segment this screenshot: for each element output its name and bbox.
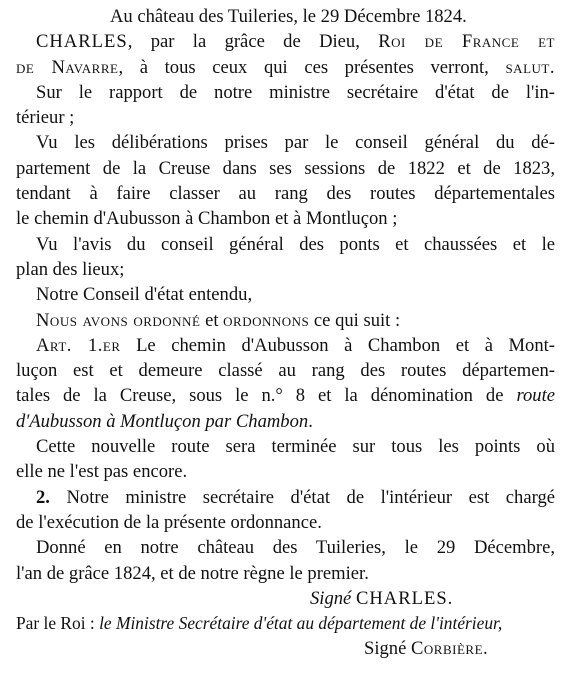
salut: salut. <box>505 56 555 78</box>
article1-label: Art. 1.er <box>36 334 121 356</box>
article1-text-3: tales de la Creuse, sous le n.° 8 et la dénomination de <box>16 385 504 407</box>
article2-line-2: de l'exécution de la présente ordonnance. <box>16 511 322 533</box>
article1-line-1 <box>16 333 555 358</box>
rapport-line-2: térieur ; <box>16 107 75 129</box>
deliberations-line-1: Vu les délibérations prises par le conseil général du dé- <box>36 132 555 154</box>
article1-end: . <box>308 410 313 432</box>
article1-italic-4: d'Aubusson à Montluçon par Chambon <box>16 410 309 432</box>
date-heading: Au château des Tuileries, le 29 Décembre 1824. <box>110 6 467 27</box>
signature-minister <box>16 636 555 661</box>
preamble-text-1: , par la grâce de Dieu, <box>127 31 360 53</box>
deliberations-line-3: tendant à faire classer au rang des routes départementales <box>16 183 555 205</box>
deliberations-line-4: le chemin d'Aubusson à Chambon et à Montluçon ; <box>16 208 398 230</box>
ministre-title: le Ministre Secrétaire d'état au département de l'intérieur, <box>99 613 503 634</box>
royal-title-2: de Navarre <box>16 56 119 78</box>
royal-title-1: Roi de France et <box>378 31 555 53</box>
deliberations-line-2: partement de la Creuse dans ses sessions de 1822 et de 1823, <box>16 157 555 179</box>
avis-line-2: plan des lieux; <box>16 258 125 280</box>
signature-name-minister: Corbière. <box>411 638 489 660</box>
ordonnons: ordonnons <box>223 309 310 331</box>
ordonne-line <box>16 308 555 333</box>
route-line-1: Cette nouvelle route sera terminée sur tous les points où <box>36 436 555 458</box>
article1-line-3 <box>16 383 555 408</box>
king-name: CHARLES <box>36 31 128 53</box>
donne-line-2: l'an de grâce 1824, et de notre règne le premier. <box>16 562 369 584</box>
signature-king <box>16 586 555 611</box>
article1-text-1: Le chemin d'Aubusson à Chambon et à Mont- <box>136 334 555 356</box>
route-line-2: elle ne l'est pas encore. <box>16 461 188 483</box>
preamble-text-2: , à tous ceux qui ces présentes verront, <box>118 56 489 78</box>
signe-label-1: Signé <box>310 587 352 609</box>
conseil-line: Notre Conseil d'état entendu, <box>36 284 253 306</box>
article1-line-2: luçon est et demeure classé au rang des routes départemen- <box>16 360 555 382</box>
par-le-roi: Par le Roi : <box>16 613 95 634</box>
ordonne-lead: Nous avons ordonné <box>36 309 201 331</box>
article2-text-1: Notre ministre secrétaire d'état de l'intérieur est chargé <box>66 486 556 508</box>
signe-label-2: Signé <box>364 638 407 660</box>
ordonne-tail: ce qui suit : <box>313 309 401 331</box>
preamble-line-2 <box>16 55 555 80</box>
avis-line-1: Vu l'avis du conseil général des ponts et chaussées et le <box>36 233 555 255</box>
article1-italic-3: route <box>516 385 555 407</box>
rapport-line-1: Sur le rapport de notre ministre secrétaire d'état de l'in- <box>36 81 555 103</box>
article2-number: 2. <box>36 486 50 508</box>
donne-line-1: Donné en notre château des Tuileries, le 29 Décembre, <box>36 537 555 559</box>
article2-line-1 <box>16 485 555 510</box>
preamble-line-1 <box>16 29 555 54</box>
article1-line-4 <box>16 409 555 434</box>
par-le-roi-line <box>16 611 555 636</box>
signature-name-king: CHARLES. <box>355 587 454 609</box>
ordonne-and: et <box>205 309 219 331</box>
